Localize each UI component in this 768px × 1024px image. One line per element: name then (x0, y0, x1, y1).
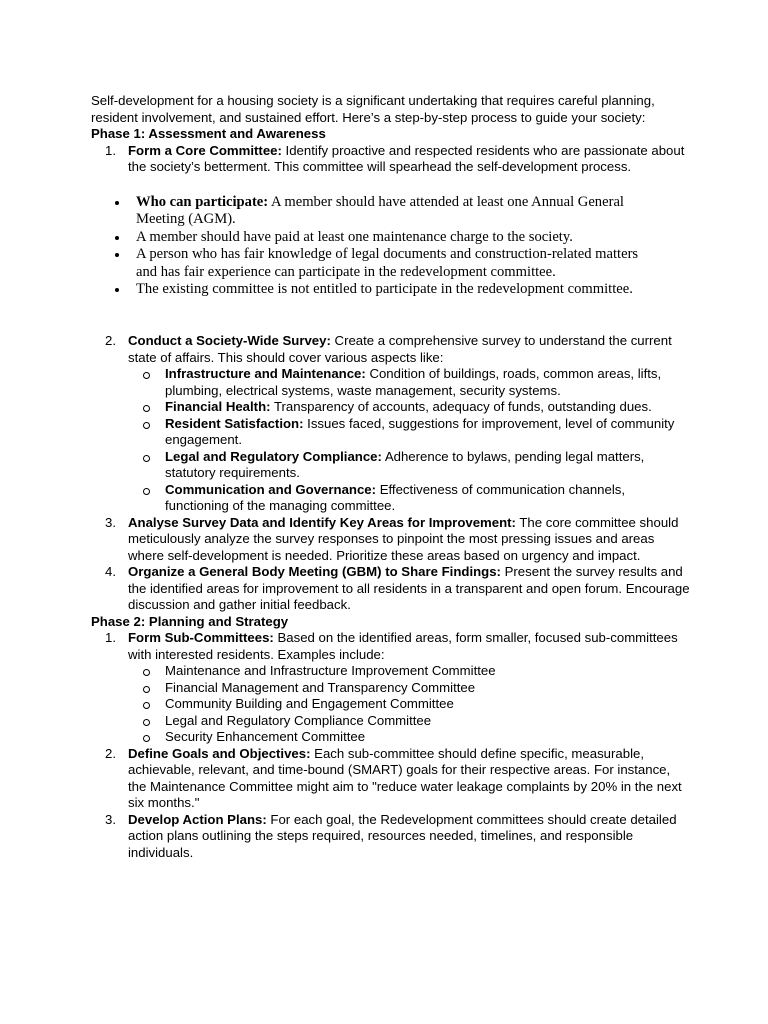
survey-aspect-item (128, 416, 691, 449)
step-text: The core committee should meticulously analyze the survey responses to pinpoint the most pressing issues and areas where self-development is needed. Prioritize these areas based on urgency and impact. (128, 514, 679, 563)
step-number: 4. (105, 564, 116, 580)
step-text: Each sub-committee should define specific, measurable, achievable, relevant, and time-bound (SMART) goals for their respective areas. For instance, the Maintenance Committee might aim to "reduce water leakage complaints by 20% in the next six months." (128, 745, 682, 811)
phase2-heading: Phase 2: Planning and Strategy (91, 613, 289, 629)
circle-bullet-icon (143, 702, 150, 709)
bullet-icon (115, 236, 119, 240)
step-number: 2. (105, 333, 116, 349)
spacer (91, 299, 691, 333)
participation-item (91, 229, 661, 247)
phase2-step-3 (91, 812, 691, 862)
participation-item (91, 194, 661, 229)
step-label: Form a Core Committee: (128, 142, 282, 158)
phase1-step-3 (91, 515, 691, 565)
survey-aspect-item (128, 482, 691, 515)
participation-text: The existing committee is not entitled to participate in the redevelopment committee. (136, 281, 633, 298)
step-text: Identify proactive and respected residents who are passionate about the society’s betterment. This committee will spearhead the self-development process. (128, 142, 685, 174)
aspect-text: Condition of buildings, roads, common areas, lifts, plumbing, electrical systems, waste management, security systems. (165, 366, 662, 398)
step-label: Develop Action Plans: (128, 811, 267, 827)
phase1-step-2 (91, 333, 691, 515)
survey-aspects-list (128, 366, 691, 515)
step-number: 1. (105, 142, 116, 158)
step-number: 3. (105, 811, 116, 827)
aspect-text: Issues faced, suggestions for improvement, level of community engagement. (165, 415, 675, 448)
phase1-steps-continued (91, 333, 691, 614)
circle-bullet-icon (143, 455, 150, 462)
circle-bullet-icon (143, 686, 150, 693)
survey-aspect-item (128, 366, 691, 399)
participation-text: A member should have attended at least one Annual General Meeting (AGM). (136, 193, 624, 228)
sub-committee-name: Financial Management and Transparency Committee (165, 679, 476, 695)
phase1-step-1 (91, 143, 691, 176)
step-text: Present the survey results and the identified areas for improvement to all residents in a transparent and open forum. Encourage discussion and gather initial feedback. (128, 564, 690, 613)
survey-aspect-item (128, 449, 691, 482)
aspect-label: Legal and Regulatory Compliance: (165, 448, 382, 464)
step-label: Conduct a Society-Wide Survey: (128, 333, 331, 349)
bullet-icon (115, 288, 119, 292)
circle-bullet-icon (143, 735, 150, 742)
sub-committee-name: Legal and Regulatory Compliance Committee (165, 712, 432, 728)
step-number: 3. (105, 514, 116, 530)
circle-bullet-icon (143, 488, 150, 495)
sub-committee-name: Maintenance and Infrastructure Improvement Committee (165, 663, 496, 679)
phase1-step-4 (91, 564, 691, 614)
step-label: Define Goals and Objectives: (128, 745, 311, 761)
step-label: Form Sub-Committees: (128, 630, 274, 646)
step-label: Analyse Survey Data and Identify Key Areas for Improvement: (128, 514, 516, 530)
survey-aspect-item (128, 399, 691, 416)
bullet-icon (115, 253, 119, 257)
participation-text: A member should have paid at least one maintenance charge to the society. (136, 228, 573, 245)
circle-bullet-icon (143, 372, 150, 379)
phase1-steps (91, 143, 691, 176)
phase1-heading: Phase 1: Assessment and Awareness (91, 126, 326, 141)
participation-item (91, 281, 661, 299)
document-content (91, 93, 691, 861)
circle-bullet-icon (143, 405, 150, 412)
participation-label: Who can participate: (136, 193, 269, 210)
step-text: Based on the identified areas, form smaller, focused sub-committees with interested residents. Examples include: (128, 630, 678, 662)
aspect-label: Communication and Governance: (165, 481, 377, 497)
sub-committee-list (128, 663, 691, 746)
intro-paragraph: Self-development for a housing society is a significant undertaking that requires careful planning, resident involvement, and sustained effort. Here’s a step-by-step process to guide your society: (91, 93, 655, 125)
step-text: Create a comprehensive survey to understand the current state of affairs. This should cover various aspects like: (128, 333, 672, 365)
phase2-steps (91, 630, 691, 861)
participation-text: A person who has fair knowledge of legal documents and construction-related matters and has fair experience can participate in the redevelopment committee. (136, 246, 639, 280)
aspect-text: Transparency of accounts, adequacy of funds, outstanding dues. (270, 399, 652, 415)
sub-committee-name: Community Building and Engagement Committee (165, 696, 454, 712)
sub-committee-item (128, 680, 691, 697)
step-number: 1. (105, 630, 116, 646)
sub-committee-item (128, 663, 691, 680)
phase2-step-1 (91, 630, 691, 746)
aspect-label: Financial Health: (165, 399, 271, 415)
sub-committee-item (128, 696, 691, 713)
circle-bullet-icon (143, 719, 150, 726)
step-number: 2. (105, 745, 116, 761)
aspect-label: Infrastructure and Maintenance: (165, 366, 366, 382)
sub-committee-item (128, 713, 691, 730)
circle-bullet-icon (143, 422, 150, 429)
aspect-text: Effectiveness of communication channels, functioning of the managing committee. (165, 481, 626, 514)
aspect-text: Adherence to bylaws, pending legal matters, statutory requirements. (165, 448, 645, 481)
aspect-label: Resident Satisfaction: (165, 415, 304, 431)
sub-committee-name: Security Enhancement Committee (165, 729, 366, 745)
step-text: For each goal, the Redevelopment committees should create detailed action plans outlining the steps required, resources needed, timelines, and responsible individuals. (128, 811, 677, 860)
sub-committee-item (128, 729, 691, 746)
bullet-icon (115, 201, 119, 205)
circle-bullet-icon (143, 669, 150, 676)
participation-item (91, 246, 661, 281)
participation-list (91, 194, 661, 300)
phase2-step-2 (91, 746, 691, 812)
step-label: Organize a General Body Meeting (GBM) to Share Findings: (128, 564, 501, 580)
